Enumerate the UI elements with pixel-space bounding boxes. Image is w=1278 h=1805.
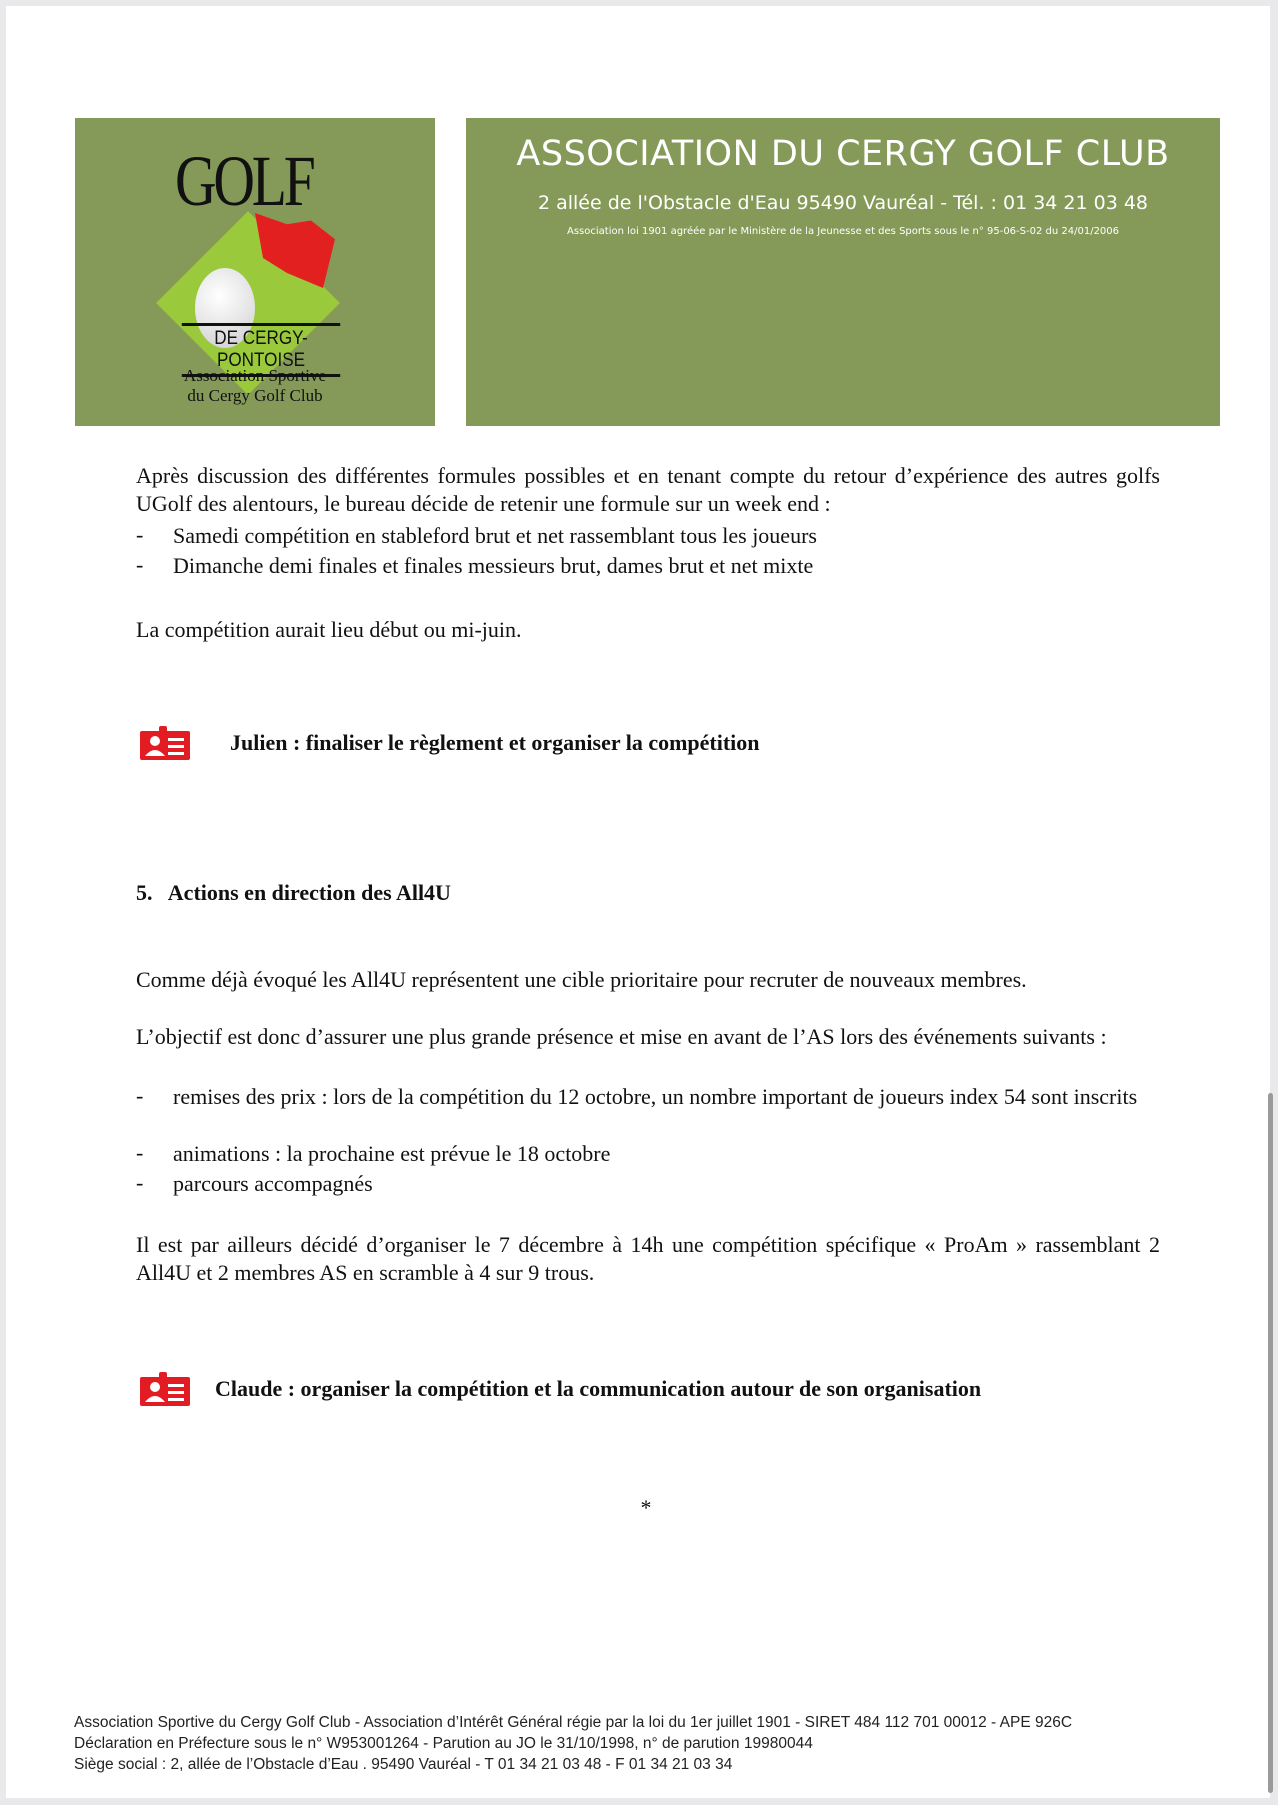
logo-golf-text: GOLF bbox=[175, 141, 313, 221]
separator-asterisk: * bbox=[640, 1495, 652, 1520]
bullet-dash: - bbox=[136, 522, 144, 547]
section-heading: 5. Actions en direction des All4U bbox=[136, 880, 451, 905]
date-note: La compétition aurait lieu début ou mi-juin. bbox=[136, 617, 522, 642]
id-card-icon bbox=[140, 726, 190, 760]
footer-line3: Siège social : 2, allée de l’Obstacle d’Eau . 95490 Vauréal - T 01 34 21 03 48 - F 01 34 21 03 34 bbox=[74, 1756, 733, 1773]
scrollbar[interactable] bbox=[1268, 1093, 1273, 1793]
logo-place: DE CERGY-PONTOISE bbox=[182, 323, 340, 377]
action-item-julien: Julien : finaliser le règlement et organiser la compétition bbox=[230, 730, 760, 755]
list-item: parcours accompagnés bbox=[173, 1171, 373, 1196]
letterhead bbox=[466, 118, 1220, 426]
footer-line1: Association Sportive du Cergy Golf Club - Association d’Intérêt Général régie par la loi du 1er juillet 1901 - SIRET 484 112 701 00012 - APE 926C bbox=[74, 1714, 1073, 1731]
letterhead-title: ASSOCIATION DU CERGY GOLF CLUB bbox=[516, 134, 1170, 174]
list-item: remises des prix : lors de la compétition du 12 octobre, un nombre important de joueurs index 54 sont inscrits bbox=[173, 1084, 1138, 1109]
bullet-dash: - bbox=[136, 1170, 144, 1195]
intro-paragraph: Après discussion des différentes formules possibles et en tenant compte du retour d’expérience des autres golfs UGolf des alentours, le bureau décide de retenir une formule sur un week end : bbox=[136, 463, 1160, 516]
action-item-claude: Claude : organiser la compétition et la communication autour de son organisation bbox=[215, 1376, 982, 1401]
bullet-dash: - bbox=[136, 1140, 144, 1165]
logo-sub-line2: du Cergy Golf Club bbox=[187, 386, 323, 405]
footer bbox=[74, 1712, 1072, 1775]
id-card-icon bbox=[140, 1372, 190, 1406]
logo-sub-line1: Association Sportive bbox=[183, 366, 327, 385]
bullet-dash: - bbox=[136, 552, 144, 577]
paragraph: Il est par ailleurs décidé d’organiser le 7 décembre à 14h une compétition spécifique « ProAm » rassemblant 2 All4U et 2 membres AS en scramble à 4 sur 9 trous. bbox=[136, 1232, 1160, 1285]
letterhead-agrement: Association loi 1901 agréée par le Ministère de la Jeunesse et des Sports sous le n° 95-06-S-02 du 24/01/2006 bbox=[566, 226, 1120, 237]
paragraph: L’objectif est donc d’assurer une plus grande présence et mise en avant de l’AS lors des événements suivants : bbox=[136, 1024, 1107, 1049]
logo-subtitle bbox=[75, 366, 435, 406]
document-page bbox=[6, 6, 1270, 1798]
bullet-dash: - bbox=[136, 1083, 144, 1108]
paragraph: Comme déjà évoqué les All4U représentent une cible prioritaire pour recruter de nouveaux membres. bbox=[136, 967, 1027, 992]
list-item: Dimanche demi finales et finales messieurs brut, dames brut et net mixte bbox=[173, 553, 814, 578]
golf-logo bbox=[75, 118, 435, 426]
footer-line2: Déclaration en Préfecture sous le n° W953001264 - Parution au JO le 31/10/1998, n° de parution 19980044 bbox=[74, 1735, 813, 1752]
letterhead-address: 2 allée de l'Obstacle d'Eau 95490 Vauréal - Tél. : 01 34 21 03 48 bbox=[537, 192, 1149, 214]
list-item: animations : la prochaine est prévue le 18 octobre bbox=[173, 1141, 611, 1166]
list-item: Samedi compétition en stableford brut et net rassemblant tous les joueurs bbox=[173, 523, 817, 548]
